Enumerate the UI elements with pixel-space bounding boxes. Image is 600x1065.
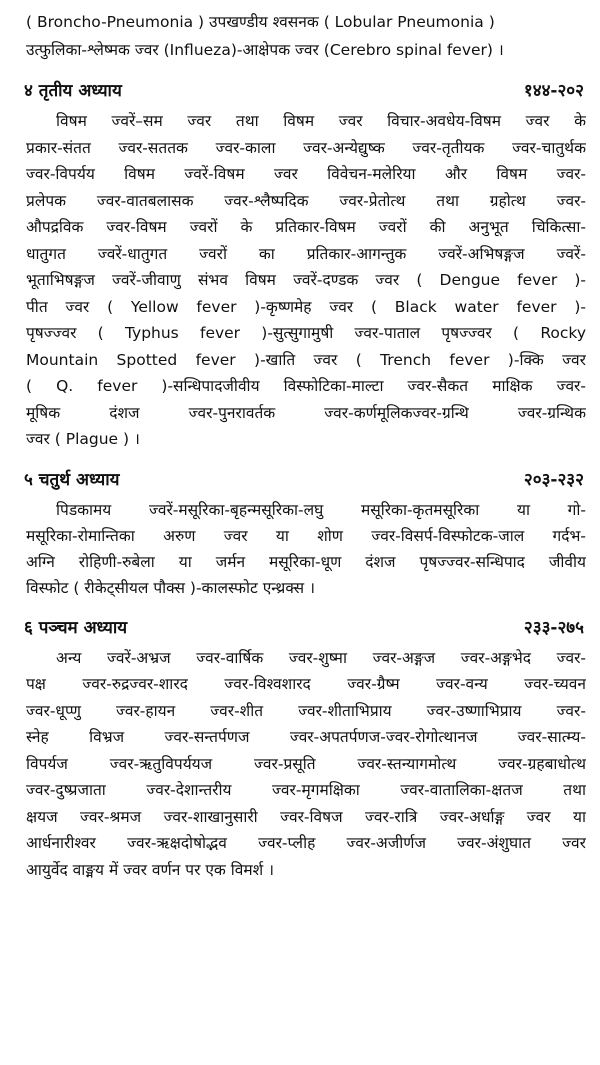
text-line: पक्ष ज्वर-रुद्रज्वर-शारद ज्वर-विश्वशारद ज्वर-ग्रैष्म ज्वर-वन्य ज्वर-च्यवन	[26, 675, 586, 693]
text-line: विस्फोट ( रीकेट्सीयल पौक्स )-कालस्फोट एन्थ्रक्स ।	[26, 578, 315, 597]
text-line: Mountain Spotted fever )-खाति ज्वर ( Trench fever )-क्कि ज्वर	[26, 350, 586, 369]
chapter-body	[26, 645, 586, 884]
text-line: मूषिक दंशज ज्वर-पुनरावर्तक ज्वर-कर्णमूलिकज्वर-ग्रन्थि ज्वर-ग्रन्थिक	[26, 403, 586, 422]
chapter-section	[26, 76, 586, 453]
text-line: औपद्रविक ज्वर-विषम ज्वरों के प्रतिकार-विषम ज्वरों की अनुभूत चिकित्सा-	[26, 218, 586, 236]
chapter-heading	[24, 465, 586, 495]
text-line: प्रकार-संतत ज्वर-सततक ज्वर-काला ज्वर-अन्येद्युष्क ज्वर-तृतीयक ज्वर-चातुर्थक	[26, 138, 586, 157]
chapter-section	[26, 465, 586, 601]
chapter-page-range: २०३-२३२	[523, 469, 584, 490]
text-line: अन्य ज्वरें-अभ्रज ज्वर-वार्षिक ज्वर-शुष्मा ज्वर-अङ्गज ज्वर-अङ्गभेद ज्वर-	[56, 648, 586, 667]
text-line: पृषज्ज्वर ( Typhus fever )-सुत्सुगामुषी ज्वर-पाताल पृषज्ज्वर ( Rocky	[26, 324, 586, 342]
text-line: ( Broncho-Pneumonia ) उपखण्डीय श्वसनक ( Lobular Pneumonia )	[26, 13, 495, 31]
chapter-title: ६ पञ्चम अध्याय	[24, 617, 128, 638]
chapter-heading	[24, 76, 586, 106]
text-line: पिडकामय ज्वरें-मसूरिका-बृहन्मसूरिका-लघु मसूरिका-कृतमसूरिका या गो-	[56, 500, 586, 519]
text-line: धातुगत ज्वरें-धातुगत ज्वरों का प्रतिकार-आगन्तुक ज्वरें-अभिषङ्गज ज्वरें-	[26, 244, 586, 263]
text-line: उत्फुलिका-श्लेष्मक ज्वर (Influeza)-आक्षेपक ज्वर (Cerebro spinal fever) ।	[26, 41, 504, 59]
text-line: ज्वर ( Plague ) ।	[26, 430, 140, 448]
chapter-title: ४ तृतीय अध्याय	[24, 81, 122, 101]
chapter-page-range: १४४-२०२	[523, 81, 584, 101]
text-line: विपर्यज ज्वर-ऋतुविपर्ययज ज्वर-प्रसूति ज्वर-स्तन्यागमोत्थ ज्वर-ग्रहबाधोत्थ	[26, 754, 586, 773]
text-line: पीत ज्वर ( Yellow fever )-कृष्णमेह ज्वर ( Black water fever )-	[26, 297, 586, 316]
text-line: मसूरिका-रोमान्तिका अरुण ज्वर या शोण ज्वर-विसर्प-विस्फोटक-जाल गर्दभ-	[26, 526, 586, 545]
chapter-heading	[24, 613, 586, 643]
chapter-title: ५ चतुर्थ अध्याय	[24, 469, 120, 490]
text-line: ज्वर-धूप्णु ज्वर-हायन ज्वर-शीत ज्वर-शीताभिप्राय ज्वर-उष्णाभिप्राय ज्वर-	[26, 701, 586, 720]
text-line: आयुर्वेद वाङ्मय में ज्वर वर्णन पर एक विमर्श ।	[26, 860, 274, 879]
chapter-section	[26, 613, 586, 884]
text-line: विषम ज्वरें–सम ज्वर तथा विषम ज्वर विचार-अवधेय-विषम ज्वर के	[56, 112, 586, 130]
text-line: ज्वर-विपर्यय विषम ज्वरें-विषम ज्वर विवेचन-मलेरिया और विषम ज्वर-	[26, 165, 586, 183]
chapter-body	[26, 497, 586, 601]
chapter-body	[26, 108, 586, 453]
text-line: स्नेह विभ्रज ज्वर-सन्तर्पणज ज्वर-अपतर्पणज-ज्वर-रोगोत्थानज ज्वर-सात्म्य-	[26, 728, 586, 746]
text-line: प्रलेपक ज्वर-वातबलासक ज्वर-श्लैष्पदिक ज्वर-प्रेतोत्थ तथा ग्रहोत्थ ज्वर-	[26, 191, 586, 210]
intro-continuation	[26, 8, 586, 64]
text-line: आर्धनारीश्वर ज्वर-ऋक्षदोषोद्भव ज्वर-प्लीह ज्वर-अजीर्णज ज्वर-अंशुघात ज्वर	[26, 834, 586, 852]
text-line: ( Q. fever )-सन्धिपादजीवीय विस्फोटिका-माल्टा ज्वर-सैकत माक्षिक ज्वर-	[26, 377, 586, 395]
chapter-page-range: २३३-२७५	[523, 617, 584, 638]
text-line: अग्नि रोहिणी-रुबेला या जर्मन मसूरिका-धूण दंशज पृषज्ज्वर-सन्धिपाद जीवीय	[26, 552, 586, 571]
text-line: भूताभिषङ्गज ज्वरें-जीवाणु संभव विषम ज्वरें-दण्डक ज्वर ( Dengue fever )-	[26, 271, 586, 289]
text-line: क्षयज ज्वर-श्रमज ज्वर-शाखानुसारी ज्वर-विषज ज्वर-रात्रि ज्वर-अर्धाङ्ग ज्वर या	[26, 807, 586, 826]
text-line: ज्वर-दुष्प्रजाता ज्वर-देशान्तरीय ज्वर-मृगमक्षिका ज्वर-वातालिका-क्षतज तथा	[26, 781, 586, 799]
